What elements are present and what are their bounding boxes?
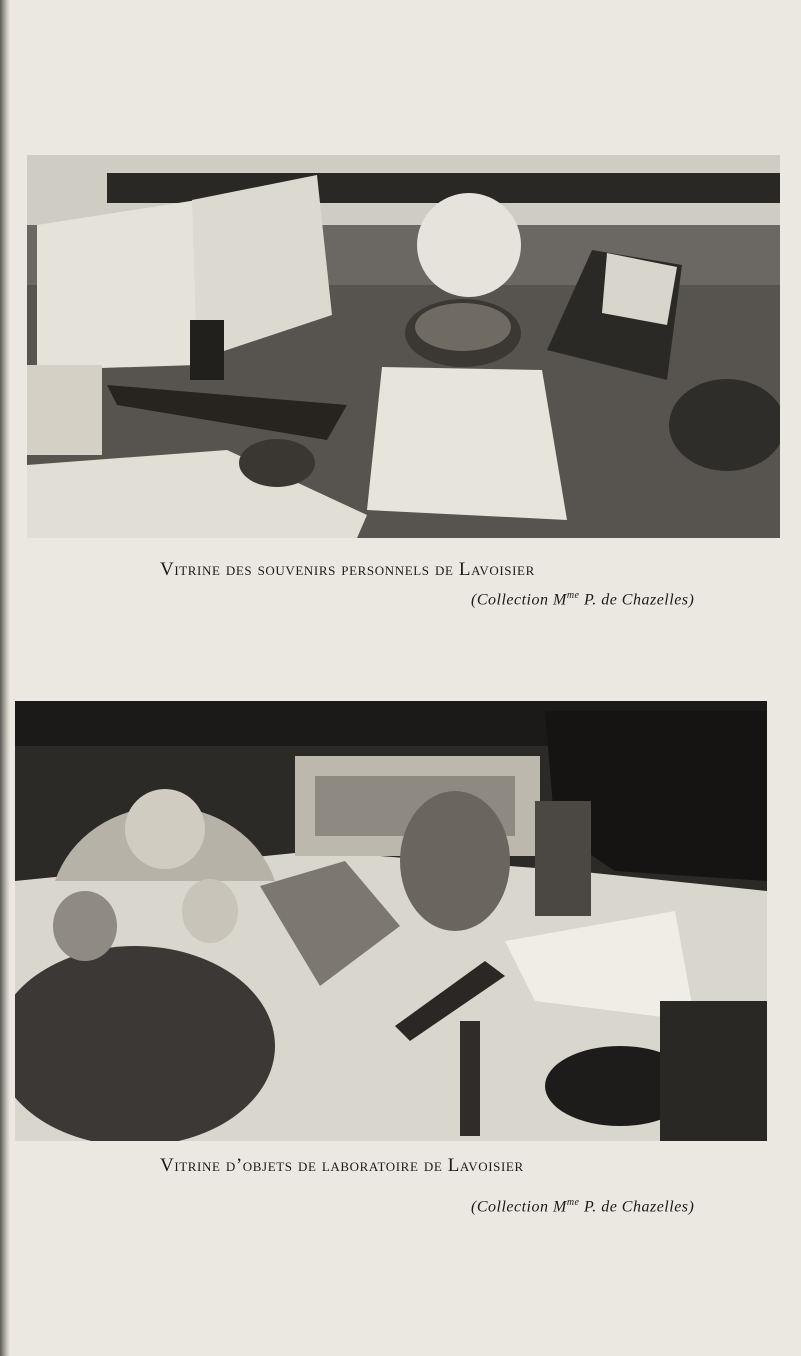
credit-superscript: me	[566, 590, 580, 601]
caption-credit-1	[471, 590, 694, 609]
credit-suffix: P. de Chazelles)	[579, 1198, 695, 1216]
caption-title-2: Vitrine d’objets de laboratoire de Lavoisier	[160, 1155, 524, 1176]
credit-superscript: me	[566, 1197, 580, 1208]
credit-suffix: P. de Chazelles)	[579, 591, 695, 609]
page-edge	[0, 0, 10, 1356]
credit-prefix: (Collection M	[471, 1198, 567, 1216]
caption-title-1: Vitrine des souvenirs personnels de Lavoisier	[160, 559, 535, 580]
photo-laboratory-objects	[15, 701, 767, 1141]
photo-personal-souvenirs	[27, 155, 780, 538]
caption-credit-2	[471, 1197, 694, 1216]
credit-prefix: (Collection M	[471, 591, 567, 609]
